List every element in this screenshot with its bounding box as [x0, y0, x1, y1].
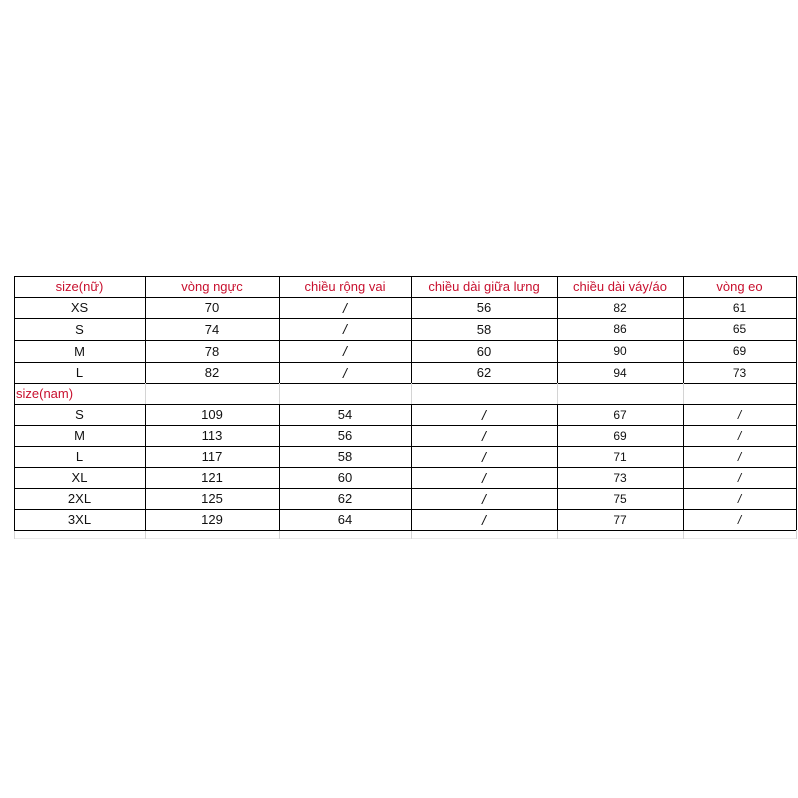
- table-cell: /: [737, 491, 742, 506]
- column-header: chiều rộng vai: [304, 279, 386, 294]
- table-cell: 82: [204, 365, 220, 380]
- table-cell: S: [75, 321, 84, 337]
- table-cell: 117: [201, 449, 223, 464]
- table-cell: 69: [732, 344, 747, 358]
- table-cell: 61: [732, 300, 747, 315]
- table-cell: 74: [204, 321, 220, 337]
- table-cell: 78: [204, 343, 220, 359]
- table-cell: /: [482, 406, 486, 423]
- column-header: chiều dài váy/áo: [573, 279, 667, 294]
- size-chart-sheet: [14, 276, 798, 539]
- table-cell: /: [737, 407, 742, 422]
- column-header: chiều dài giữa lưng: [428, 279, 540, 294]
- table-cell: /: [737, 428, 742, 443]
- table-cell: 129: [201, 512, 223, 527]
- table-cell: 60: [476, 343, 492, 359]
- table-cell: 60: [337, 470, 353, 485]
- table-cell: 71: [613, 449, 627, 464]
- table-cell: 62: [337, 491, 353, 506]
- table-cell: 77: [613, 512, 627, 527]
- table-cell: 86: [613, 322, 627, 336]
- table-cell: 82: [613, 300, 627, 315]
- table-cell: 2XL: [67, 491, 92, 506]
- table-cell: 65: [732, 322, 747, 336]
- table-cell: 113: [201, 428, 223, 443]
- table-cell: /: [482, 511, 486, 528]
- table-cell: XS: [70, 300, 89, 315]
- table-cell: 75: [613, 491, 627, 506]
- table-cell: 58: [476, 321, 492, 337]
- table-cell: /: [482, 448, 486, 465]
- table-cell: /: [343, 299, 347, 316]
- table-cell: 56: [476, 300, 492, 315]
- table-cell: 3XL: [67, 512, 92, 527]
- table-cell: XL: [71, 470, 88, 485]
- table-cell: /: [482, 469, 486, 486]
- table-cell: L: [75, 449, 84, 464]
- table-cell: 67: [613, 407, 627, 422]
- table-cell: 94: [613, 365, 627, 380]
- column-header: size(nữ): [55, 279, 104, 294]
- table-cell: 73: [613, 470, 627, 485]
- table-cell: 54: [337, 407, 353, 422]
- table-cell: 58: [337, 449, 353, 464]
- table-cell: 109: [201, 407, 223, 422]
- table-cell: /: [737, 512, 742, 527]
- table-cell: /: [343, 343, 347, 359]
- table-cell: 62: [476, 365, 492, 380]
- column-header: vòng eo: [716, 279, 763, 294]
- table-cell: M: [74, 428, 85, 443]
- table-cell: 70: [204, 300, 220, 315]
- table-cell: L: [75, 365, 84, 380]
- table-cell: S: [75, 407, 84, 422]
- table-cell: /: [737, 449, 742, 464]
- table-cell: 125: [201, 491, 223, 506]
- table-cell: /: [343, 364, 347, 381]
- column-header: vòng ngực: [181, 279, 243, 294]
- table-cell: M: [74, 343, 85, 359]
- table-cell: 73: [732, 365, 747, 380]
- table-cell: 121: [201, 470, 223, 485]
- table-cell: /: [343, 321, 347, 337]
- table-cell: /: [737, 470, 742, 485]
- table-cell: 90: [613, 344, 627, 358]
- section-header-male: size(nam): [16, 386, 74, 401]
- table-cell: 69: [613, 428, 627, 443]
- table-cell: /: [482, 427, 486, 444]
- table-cell: 64: [337, 512, 353, 527]
- table-cell: 56: [337, 428, 353, 443]
- table-cell: /: [482, 490, 486, 507]
